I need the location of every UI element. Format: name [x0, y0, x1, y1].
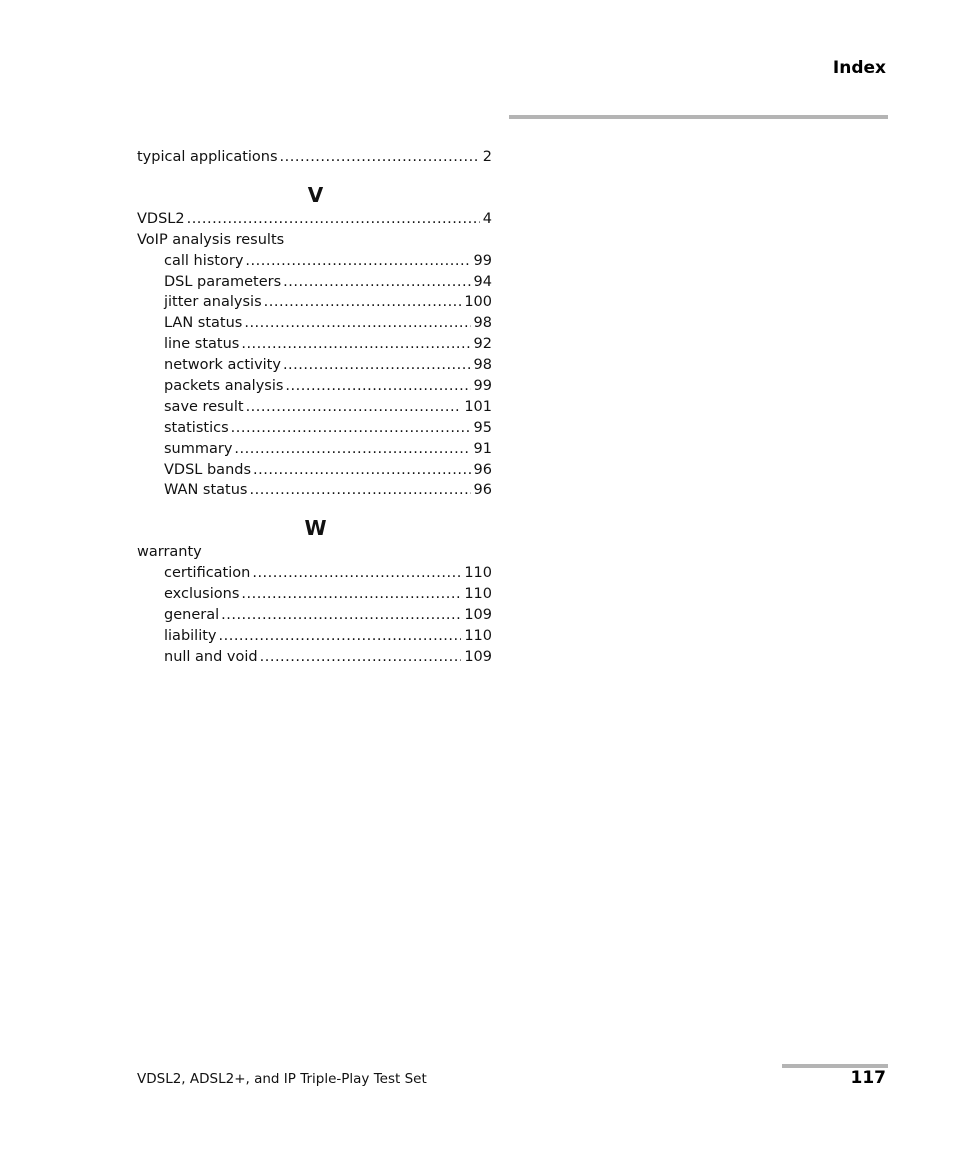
- index-entry-page: 98: [473, 357, 492, 374]
- index-entry: [137, 147, 492, 168]
- dot-leader: [241, 334, 470, 355]
- index-entry-label: typical applications: [137, 149, 278, 165]
- dot-leader: [280, 147, 480, 168]
- index-subentry: [137, 376, 492, 397]
- dot-leader: [219, 626, 462, 647]
- index-entry-label: jitter analysis: [164, 294, 262, 311]
- index-entry-label: LAN status: [164, 315, 243, 332]
- index-letter-heading: W: [304, 516, 327, 541]
- index-entry-label: exclusions: [164, 586, 240, 603]
- dot-leader: [285, 376, 470, 397]
- dot-leader: [231, 418, 471, 439]
- index-subentry: [137, 355, 492, 376]
- index-entry-page: 109: [464, 607, 492, 624]
- index-entry-label: certification: [164, 565, 251, 582]
- index-subentry: [137, 272, 492, 293]
- index-entry-label: network activity: [164, 357, 281, 374]
- dot-leader: [252, 563, 461, 584]
- footer-page-number: 117: [850, 1068, 886, 1088]
- index-entry-page: 4: [482, 210, 492, 227]
- index-subentry: [137, 418, 492, 439]
- dot-leader: [245, 251, 470, 272]
- dot-leader: [249, 480, 470, 501]
- index-entry-page: 100: [464, 294, 492, 311]
- dot-leader: [241, 584, 461, 605]
- header-rule: [509, 115, 888, 119]
- index-letter-heading: V: [307, 182, 324, 207]
- dot-leader: [244, 313, 470, 334]
- index-entry-page: 96: [473, 461, 492, 478]
- dot-leader: [246, 397, 462, 418]
- index-entry-label: packets analysis: [164, 378, 284, 395]
- dot-leader: [260, 647, 462, 668]
- index-subentry: [137, 292, 492, 313]
- dot-leader: [221, 605, 461, 626]
- footer-document-title: VDSL2, ADSL2+, and IP Triple-Play Test Set: [137, 1071, 427, 1087]
- index-subentry: [137, 334, 492, 355]
- index-entry-page: 94: [473, 273, 492, 290]
- index-entry: [137, 209, 492, 230]
- index-entry-page: 91: [473, 440, 492, 457]
- index-column: [137, 147, 492, 668]
- index-subentry: [137, 626, 492, 647]
- index-entry-page: 110: [464, 586, 492, 603]
- index-entry-label: DSL parameters: [164, 273, 282, 290]
- running-header-title: Index: [832, 58, 886, 78]
- index-entry-page: 109: [464, 648, 492, 665]
- index-entry-label: VDSL2: [137, 210, 185, 227]
- index-entry-page: 95: [473, 419, 492, 436]
- index-entry-label: null and void: [164, 648, 258, 665]
- index-entry-page: 92: [473, 336, 492, 353]
- index-subentry: [137, 563, 492, 584]
- index-entry-page: 110: [464, 565, 492, 582]
- index-subentry: [137, 460, 492, 481]
- index-entry-label: warranty: [137, 544, 202, 561]
- dot-leader: [253, 460, 471, 481]
- index-subentry: [137, 313, 492, 334]
- index-entry-page: 99: [473, 252, 492, 269]
- index-subentry: [137, 605, 492, 626]
- index-entry-page: 110: [464, 627, 492, 644]
- dot-leader: [283, 272, 470, 293]
- index-entry-label: VoIP analysis results: [137, 231, 285, 248]
- index-entry: [137, 542, 492, 563]
- index-entry-label: WAN status: [164, 482, 248, 499]
- dot-leader: [283, 355, 471, 376]
- index-subentry: [137, 647, 492, 668]
- index-entry-label: statistics: [164, 419, 229, 436]
- index-entry-label: general: [164, 607, 220, 624]
- index-entry-page: 2: [482, 149, 492, 165]
- index-entry-label: save result: [164, 398, 244, 415]
- index-entry-label: call history: [164, 252, 244, 269]
- index-subentry: [137, 397, 492, 418]
- index-entry-label: summary: [164, 440, 233, 457]
- index-subentry: [137, 439, 492, 460]
- index-entry-page: 96: [473, 482, 492, 499]
- index-entry-page: 99: [473, 378, 492, 395]
- index-entry-label: line status: [164, 336, 240, 353]
- index-subentry: [137, 584, 492, 605]
- index-subentry: [137, 251, 492, 272]
- dot-leader: [187, 209, 480, 230]
- index-entry-label: VDSL bands: [164, 461, 252, 478]
- index-subentry: [137, 480, 492, 501]
- dot-leader: [264, 292, 462, 313]
- dot-leader: [234, 439, 470, 460]
- index-entry-label: liability: [164, 627, 217, 644]
- index-entry-page: 101: [464, 398, 492, 415]
- index-entry: [137, 230, 492, 251]
- index-entry-page: 98: [473, 315, 492, 332]
